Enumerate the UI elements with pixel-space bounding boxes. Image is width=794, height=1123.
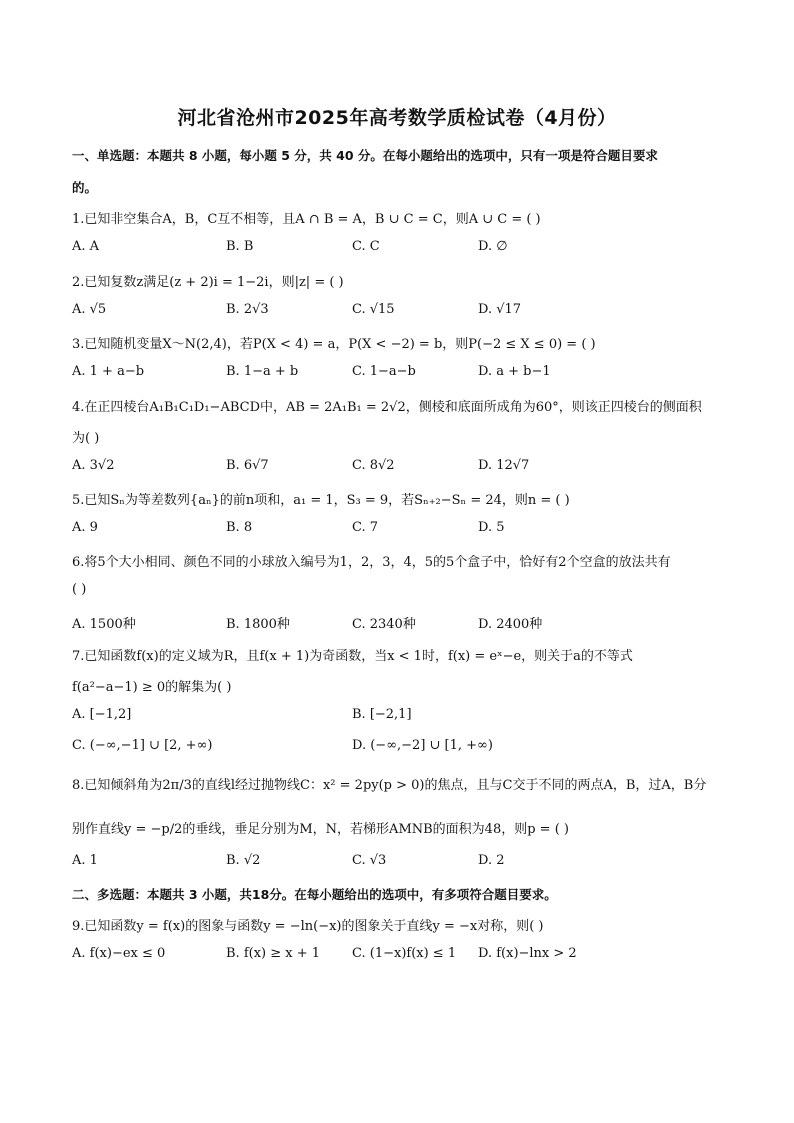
q4-option-a: A. 3√2 — [72, 458, 115, 473]
q2-option-a: A. √5 — [72, 302, 107, 317]
q1-option-d: D. ∅ — [478, 239, 508, 254]
q8-option-a: A. 1 — [72, 853, 98, 868]
q9-option-d: D. f(x)−lnx > 2 — [478, 946, 577, 961]
q3-option-a: A. 1 + a−b — [72, 364, 145, 379]
q6-option-c: C. 2340种 — [352, 617, 416, 632]
q7-option-a: A. [−1,2] — [72, 707, 132, 722]
question-4-stem-line1: 4.在正四棱台A₁B₁C₁D₁−ABCD中，AB = 2A₁B₁ = 2√2，侧棱和底面所成角为60°，则该正四棱台的侧面积 — [72, 400, 702, 415]
q2-option-d: D. √17 — [478, 302, 522, 317]
question-8-stem-line1: 8.已知倾斜角为2π/3的直线l经过抛物线C：x² = 2py(p > 0)的焦点，且与C交于不同的两点A，B，过A，B分 — [72, 778, 707, 793]
exam-title: 河北省沧州市2025年高考数学质检试卷（4月份） — [177, 107, 617, 129]
section1-heading-line1: 一、单选题：本题共 8 小题，每小题 5 分，共 40 分。在每小题给出的选项中，只有一项是符合题目要求 — [72, 148, 658, 163]
section2-heading: 二、多选题：本题共 3 小题，共18分。在每小题给出的选项中，有多项符合题目要求。 — [72, 887, 557, 902]
q7-option-d: D. (−∞,−2] ∪ [1, +∞) — [352, 738, 493, 753]
q5-option-d: D. 5 — [478, 520, 505, 535]
q7-option-b: B. [−2,1] — [352, 707, 412, 722]
question-6-stem-line1: 6.将5个大小相同、颜色不同的小球放入编号为1，2，3，4，5的5个盒子中，恰好有2个空盒的放法共有 — [72, 555, 671, 570]
q6-option-b: B. 1800种 — [226, 617, 290, 632]
q3-option-b: B. 1−a + b — [226, 364, 299, 379]
question-1-stem: 1.已知非空集合A，B，C互不相等，且A ∩ B = A，B ∪ C = C，则A ∪ C = ( ) — [72, 212, 541, 227]
q4-option-c: C. 8√2 — [352, 458, 395, 473]
question-8-stem-line2: 别作直线y = −p/2的垂线，垂足分别为M，N，若梯形AMNB的面积为48，则p = ( ) — [72, 822, 569, 837]
q7-option-c: C. (−∞,−1] ∪ [2, +∞) — [72, 738, 213, 753]
q3-option-d: D. a + b−1 — [478, 364, 551, 379]
q9-option-c: C. (1−x)f(x) ≤ 1 — [352, 946, 457, 961]
q1-option-b: B. B — [226, 239, 254, 254]
q6-option-d: D. 2400种 — [478, 617, 543, 632]
q5-option-a: A. 9 — [72, 520, 98, 535]
question-2-stem: 2.已知复数z满足(z + 2)i = 1−2i，则|z| = ( ) — [72, 275, 344, 290]
question-7-stem-line1: 7.已知函数f(x)的定义域为R，且f(x + 1)为奇函数，当x < 1时，f(x) = eˣ−e，则关于a的不等式 — [72, 649, 633, 664]
q9-option-b: B. f(x) ≥ x + 1 — [226, 946, 321, 961]
question-3-stem: 3.已知随机变量X～N(2,4)，若P(X < 4) = a，P(X < −2) = b，则P(−2 ≤ X ≤ 0) = ( ) — [72, 337, 596, 352]
q1-option-c: C. C — [352, 239, 380, 254]
q3-option-c: C. 1−a−b — [352, 364, 416, 379]
q2-option-c: C. √15 — [352, 302, 395, 317]
q1-option-a: A. A — [72, 239, 100, 254]
question-6-stem-line2: ( ) — [72, 582, 87, 597]
q5-option-b: B. 8 — [226, 520, 253, 535]
q6-option-a: A. 1500种 — [72, 617, 136, 632]
question-5-stem: 5.已知Sₙ为等差数列{aₙ}的前n项和，a₁ = 1，S₃ = 9，若Sₙ₊₂−Sₙ = 24，则n = ( ) — [72, 493, 570, 508]
question-7-stem-line2: f(a²−a−1) ≥ 0的解集为( ) — [72, 680, 232, 695]
q2-option-b: B. 2√3 — [226, 302, 269, 317]
q8-option-d: D. 2 — [478, 853, 505, 868]
q4-option-d: D. 12√7 — [478, 458, 530, 473]
section1-heading-line2: 的。 — [72, 180, 98, 195]
q9-option-a: A. f(x)−ex ≤ 0 — [72, 946, 166, 961]
q5-option-c: C. 7 — [352, 520, 379, 535]
q8-option-b: B. √2 — [226, 853, 261, 868]
question-4-stem-line2: 为( ) — [72, 431, 100, 446]
question-9-stem: 9.已知函数y = f(x)的图象与函数y = −ln(−x)的图象关于直线y = −x对称，则( ) — [72, 919, 544, 934]
q8-option-c: C. √3 — [352, 853, 387, 868]
q4-option-b: B. 6√7 — [226, 458, 269, 473]
